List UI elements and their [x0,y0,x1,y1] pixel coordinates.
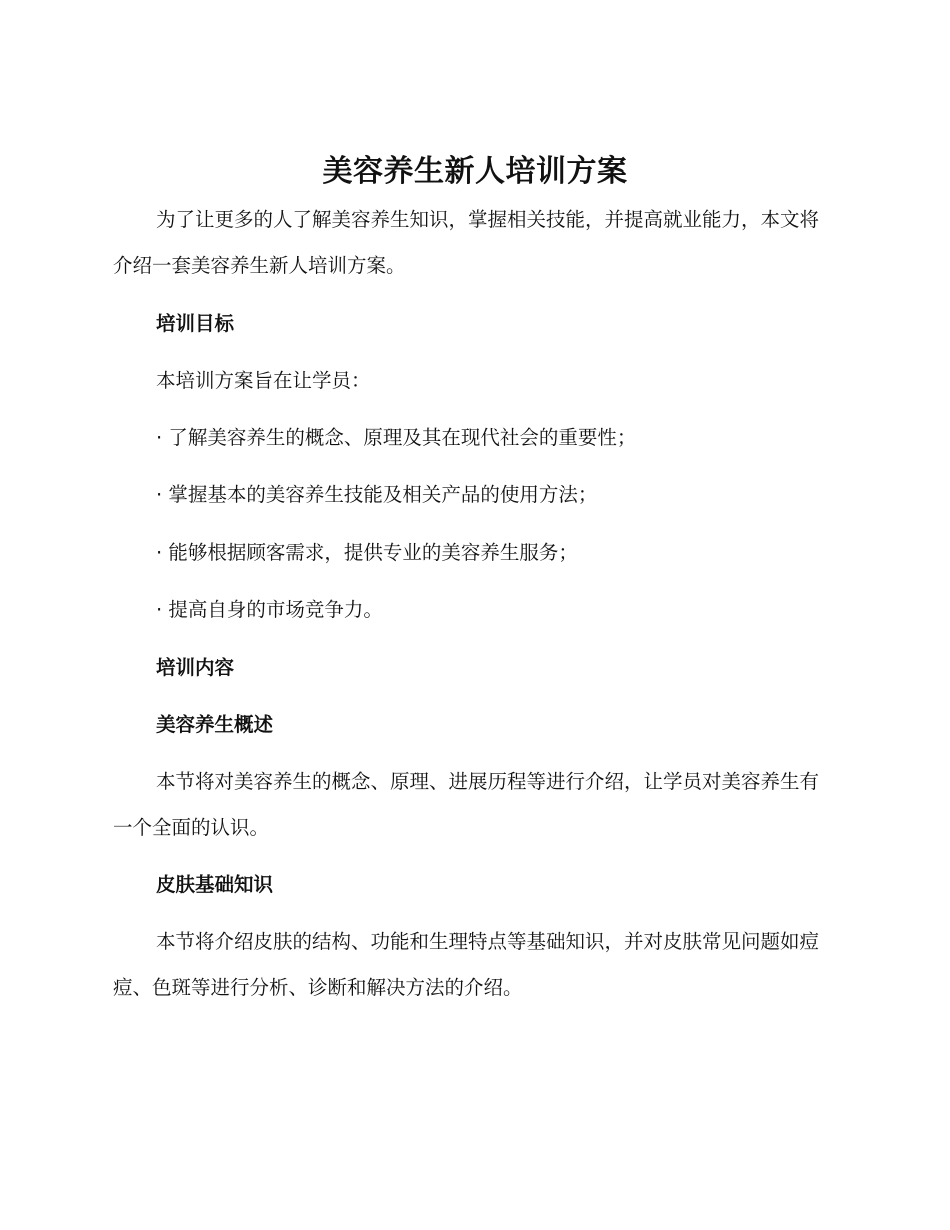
content-heading: 培训内容 [156,656,235,679]
intro-paragraph: 为了让更多的人了解美容养生知识，掌握相关技能，并提高就业能力，本文将介绍一套美容养生新人培训方案。 [113,208,820,277]
subsection-skin-heading: 皮肤基础知识 [156,873,274,896]
goal-heading: 培训目标 [156,312,235,335]
goal-bullet-1: · 了解美容养生的概念、原理及其在现代社会的重要性； [156,426,637,449]
goal-bullet-3: · 能够根据顾客需求，提供专业的美容养生服务； [156,541,578,564]
subsection-overview-heading: 美容养生概述 [156,713,274,736]
subsection-skin-body: 本节将介绍皮肤的结构、功能和生理特点等基础知识，并对皮肤常见问题如痘痘、色斑等进行分析、诊断和解决方法的介绍。 [113,930,820,999]
goal-bullet-4: · 提高自身的市场竞争力。 [156,598,383,621]
document-title: 美容养生新人培训方案 [322,154,628,189]
subsection-overview-body: 本节将对美容养生的概念、原理、进展历程等进行介绍，让学员对美容养生有一个全面的认识。 [113,770,820,839]
goal-lead: 本培训方案旨在让学员： [156,369,371,392]
goal-bullet-2: · 掌握基本的美容养生技能及相关产品的使用方法； [156,483,598,506]
